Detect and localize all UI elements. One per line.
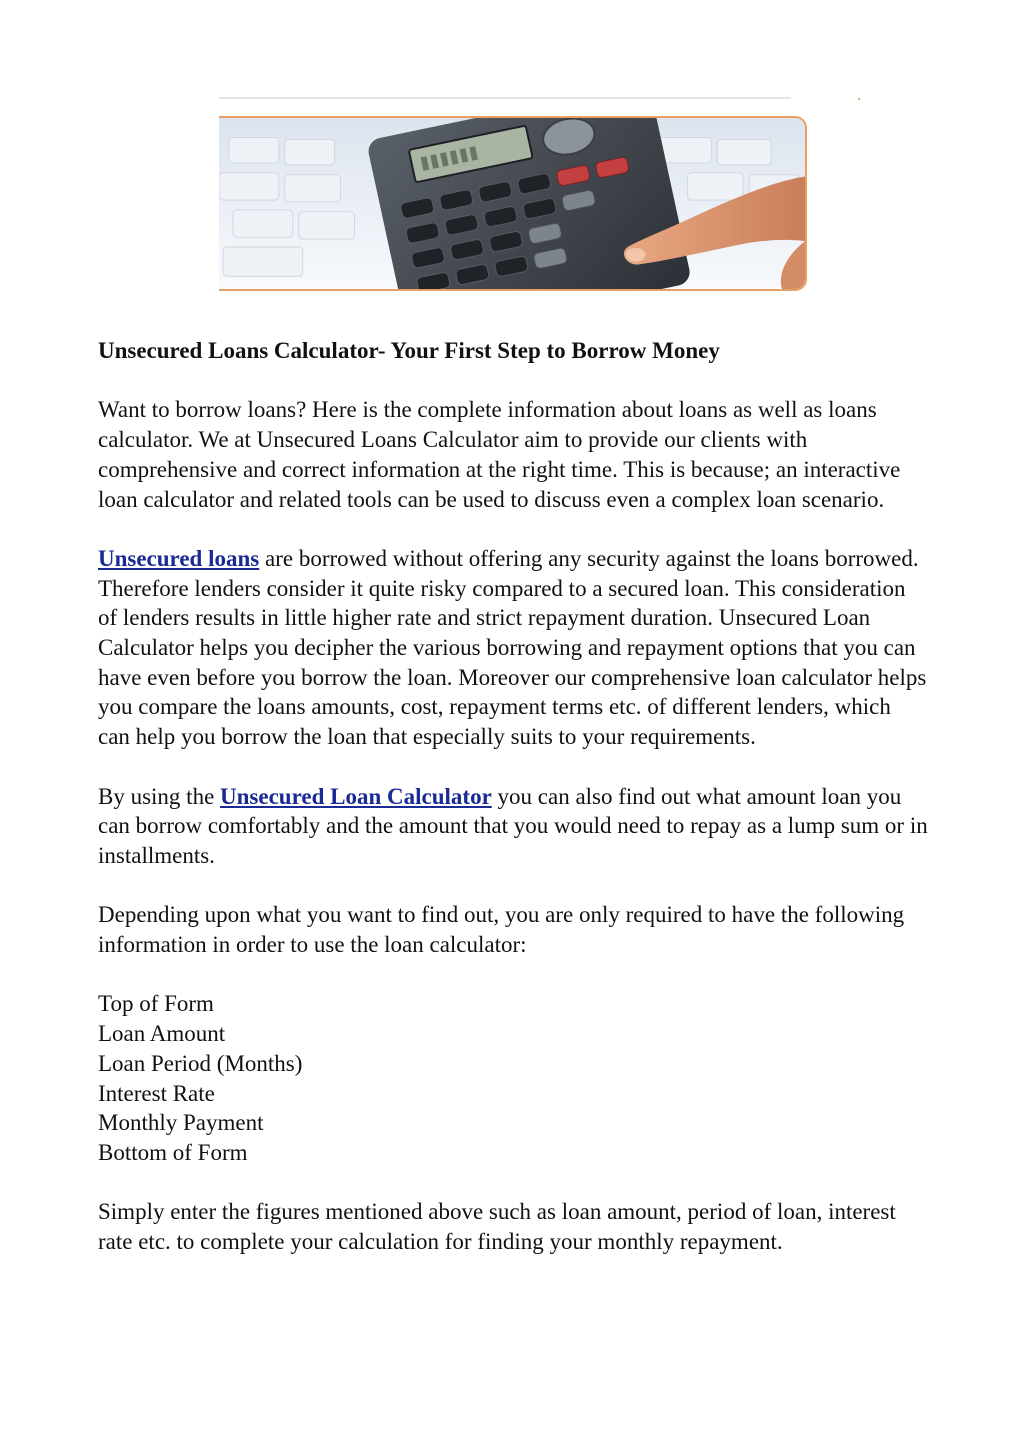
calculator-illustration <box>219 118 805 289</box>
calculator-paragraph <box>98 782 928 871</box>
unsecured-loans-link[interactable]: Unsecured loans <box>98 545 260 571</box>
list-item: Top of Form <box>98 991 214 1017</box>
list-item: Loan Amount <box>98 1021 226 1047</box>
calculator-text-before: By using the <box>98 783 221 809</box>
form-fields-list <box>98 989 928 1167</box>
decorative-dot <box>858 98 860 100</box>
unsecured-loan-calculator-link[interactable]: Unsecured Loan Calculator <box>220 783 492 809</box>
requirements-paragraph: Depending upon what you want to find out, you are only required to have the following information in order to use the loan calculator: <box>98 902 905 957</box>
unsecured-loans-text: are borrowed without offering any security against the loans borrowed. Therefore lenders consider it quite risky compared to a secured loan. This consideration of lenders results in little higher rate and strict repayment duration. Unsecured Loan Calculator helps you decipher the various borrowing and repayment options that you can have even before you borrow the loan. Moreover our comprehensive loan calculator helps you compare the loans amounts, cost, repayment terms etc. of different lenders, which can help you borrow the loan that especially suits to your requirements. <box>98 545 927 750</box>
list-item: Loan Period (Months) <box>98 1050 303 1076</box>
list-item: Bottom of Form <box>98 1139 248 1165</box>
list-item: Monthly Payment <box>98 1110 264 1136</box>
calculator-hero-image <box>219 116 807 291</box>
unsecured-loans-paragraph <box>98 544 928 752</box>
intro-paragraph: Want to borrow loans? Here is the complete information about loans as well as loans calculator. We at Unsecured Loans Calculator aim to provide our clients with comprehensive and correct information at the right time. This is because; an interactive loan calculator and related tools can be used to discuss even a complex loan scenario. <box>98 397 901 512</box>
article-heading: Unsecured Loans Calculator- Your First Step to Borrow Money <box>98 338 720 363</box>
closing-paragraph: Simply enter the figures mentioned above such as loan amount, period of loan, interest rate etc. to complete your calculation for finding your monthly repayment. <box>98 1199 896 1254</box>
list-item: Interest Rate <box>98 1080 215 1106</box>
calculator-text-after: you can also find out what amount loan you can borrow comfortably and the amount that you would need to repay as a lump sum or in installments. <box>98 783 928 868</box>
top-divider <box>219 97 791 99</box>
article-body <box>98 336 928 1286</box>
